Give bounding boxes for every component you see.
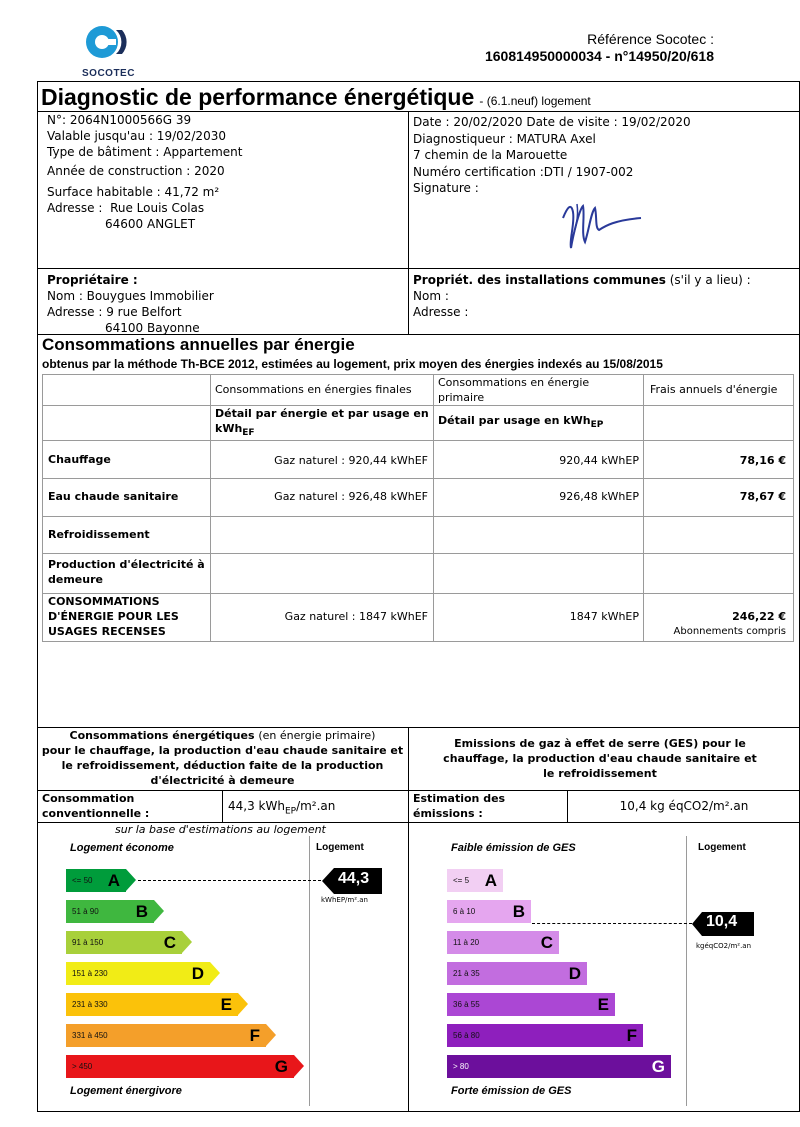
ges-bar-a <box>447 869 503 892</box>
ges-bar-e <box>447 993 615 1016</box>
row-ef-heating: Gaz naturel : 920,44 kWhEF <box>274 454 428 467</box>
ges-marker-unit: kgéqCO2/m².an <box>696 942 752 950</box>
bar-range: 51 à 90 <box>72 907 99 916</box>
bar-letter: B <box>135 901 148 921</box>
bar-letter: D <box>568 963 581 983</box>
ges-bar-g <box>447 1055 671 1078</box>
ges-bar-f <box>447 1024 643 1047</box>
row-label-hot-water: Eau chaude sanitaire <box>48 490 179 503</box>
info-right <box>413 114 793 197</box>
bar-arrow-tip <box>182 931 192 953</box>
ges-bar-c <box>447 931 559 954</box>
bar-letter: G <box>651 1056 665 1076</box>
ges-estimation-label: Estimation des émissions : <box>413 792 506 820</box>
owner-city: 64100 Bayonne <box>105 321 200 335</box>
consumption-title: Consommations annuelles par énergie <box>42 335 355 354</box>
consumption-subtitle: obtenus par la méthode Th-BCE 2012, estimées au logement, prix moyen des énergies indexés au 15/08/2015 <box>42 357 663 371</box>
energy-top-label: Logement économe <box>70 842 174 854</box>
row-label-heating: Chauffage <box>48 453 111 466</box>
ges-marker-value: 10,4 <box>706 913 738 930</box>
sub-primary-detail: Détail par usage en kWh$_{EP}$ <box>438 414 604 431</box>
row-cost-total: 246,22 € <box>732 610 786 623</box>
row-ef-total: Gaz naturel : 1847 kWhEF <box>284 610 428 623</box>
surface: Surface habitable : 41,72 m² <box>47 185 220 199</box>
basis-note: sur la base d'estimations au logement <box>115 823 326 836</box>
diagnostician: Diagnostiqueur : MATURA Axel <box>413 131 596 146</box>
energy-bar-g <box>66 1055 294 1078</box>
certification-number: Numéro certification :DTI / 1907-002 <box>413 164 634 179</box>
dpe-number: N°: 2064N1000566G 39 <box>47 113 192 127</box>
address-city: 64600 ANGLET <box>105 217 196 231</box>
bar-letter: A <box>484 870 497 890</box>
valid-until: Valable jusqu'au : 19/02/2030 <box>47 129 226 143</box>
bar-range: 11 à 20 <box>453 938 480 947</box>
bar-range: > 80 <box>453 1062 469 1071</box>
row-ep-total: 1847 kWhEP <box>569 610 639 623</box>
owner-block <box>47 272 214 336</box>
energy-bar-e <box>66 993 238 1016</box>
bar-arrow-tip <box>154 900 164 922</box>
energy-bar-b <box>66 900 154 923</box>
row-ef-hot-water: Gaz naturel : 926,48 kWhEF <box>274 490 428 503</box>
row-ep-heating: 920,44 kWhEP <box>559 454 639 467</box>
bar-letter: F <box>626 1025 637 1045</box>
ges-label-chart <box>410 836 799 1106</box>
bar-range: 331 à 450 <box>72 1031 108 1040</box>
energy-bar-a <box>66 869 126 892</box>
energy-bar-f <box>66 1024 266 1047</box>
bar-letter: D <box>191 963 204 983</box>
bar-range: 91 à 150 <box>72 938 104 947</box>
bar-letter: B <box>512 901 525 921</box>
visit-date: Date : 20/02/2020 Date de visite : 19/02/2020 <box>413 115 691 129</box>
ges-bar-d <box>447 962 587 985</box>
bar-letter: C <box>163 932 176 952</box>
bar-letter: A <box>107 870 120 890</box>
signature-image <box>555 190 645 255</box>
ges-logement-label: Logement <box>698 842 746 853</box>
col-annual-cost: Frais annuels d'énergie <box>650 383 778 396</box>
energy-header: Consommations énergétiques (en énergie primaire) pour le chauffage, la production d'eau chaude sanitaire et le refroidissement, déduction faite de la production d'électricité à demeure <box>41 729 404 787</box>
energy-bottom-label: Logement énergivore <box>70 1085 182 1097</box>
energy-marker <box>322 868 382 898</box>
ges-dotted-line <box>532 923 692 924</box>
owner-name: Nom : Bouygues Immobilier <box>47 289 214 303</box>
ges-estimation-value: 10,4 kg éqCO2/m².an <box>619 799 749 813</box>
construction-year: Année de construction : 2020 <box>47 164 225 178</box>
row-label-total: CONSOMMATIONS D'ÉNERGIE POUR LES USAGES RECENSES <box>48 595 179 638</box>
bar-range: 151 à 230 <box>72 969 108 978</box>
bar-range: 6 à 10 <box>453 907 476 916</box>
bar-arrow-tip <box>294 1055 304 1077</box>
row-cost-heating: 78,16 € <box>739 454 786 467</box>
common-owner-name: Nom : <box>413 289 449 303</box>
page-title: Diagnostic de performance énergétique - (6.1.neuf) logement <box>41 84 591 110</box>
bar-letter: E <box>220 994 232 1014</box>
energy-dotted-line <box>138 880 326 881</box>
row-cost-total-note: Abonnements compris <box>673 626 786 637</box>
bar-range: <= 50 <box>72 876 93 885</box>
conv-value: 44,3 kWh$_{EP}$/m².an <box>228 799 336 817</box>
address: Adresse : Rue Louis Colas <box>47 201 205 215</box>
bar-letter: C <box>540 932 553 952</box>
bar-range: 36 à 55 <box>453 1000 480 1009</box>
bar-range: > 450 <box>72 1062 93 1071</box>
socotec-logo <box>80 22 140 79</box>
common-owner-block <box>413 272 751 320</box>
bar-range: <= 5 <box>453 876 470 885</box>
energy-bar-c <box>66 931 182 954</box>
reference-label: Référence Socotec : <box>587 31 714 47</box>
ges-marker <box>692 912 754 940</box>
ges-bar-b <box>447 900 531 923</box>
owner-address: Adresse : 9 rue Belfort <box>47 305 182 319</box>
signature-label: Signature : <box>413 181 479 195</box>
ges-header: Emissions de gaz à effet de serre (GES) pour le chauffage, la production d'eau chaude sanitaire et le refroidissement <box>443 737 757 780</box>
energy-marker-value: 44,3 <box>338 870 370 887</box>
bar-letter: E <box>597 994 609 1014</box>
diagnostician-address: 7 chemin de la Marouette <box>413 148 568 162</box>
common-owner-title: Propriét. des installations communes (s'il y a lieu) : <box>413 273 751 287</box>
row-ep-hot-water: 926,48 kWhEP <box>559 490 639 503</box>
reference-value: 160814950000034 - n°14950/20/618 <box>484 48 714 64</box>
bar-letter: F <box>249 1025 260 1045</box>
ges-top-label: Faible émission de GES <box>451 842 576 854</box>
socotec-logo-icon <box>80 22 140 64</box>
bar-range: 56 à 80 <box>453 1031 480 1040</box>
logo-text: SOCOTEC <box>82 68 135 79</box>
bar-range: 231 à 330 <box>72 1000 108 1009</box>
bar-arrow-tip <box>126 869 136 891</box>
col-final-energy: Consommations en énergies finales <box>215 383 412 396</box>
bar-arrow-tip <box>238 993 248 1015</box>
ges-bottom-label: Forte émission de GES <box>451 1085 572 1097</box>
info-left <box>47 112 402 232</box>
row-label-electricity: Production d'électricité à demeure <box>48 558 205 586</box>
bar-range: 21 à 35 <box>453 969 480 978</box>
building-type: Type de bâtiment : Appartement <box>47 145 243 159</box>
energy-marker-unit: kWhEP/m².an <box>321 896 368 904</box>
col-primary-energy: Consommations en énergie primaire <box>438 376 590 404</box>
energy-logement-label: Logement <box>316 842 364 853</box>
conv-label: Consommation conventionnelle : <box>42 792 150 820</box>
bar-arrow-tip <box>210 962 220 984</box>
sub-final-detail: Détail par énergie et par usage en kWh$_{EF}$ <box>215 407 429 439</box>
common-owner-address: Adresse : <box>413 305 469 319</box>
energy-label-chart <box>40 836 405 1106</box>
bar-arrow-tip <box>266 1024 276 1046</box>
energy-bar-d <box>66 962 210 985</box>
owner-title: Propriétaire : <box>47 273 138 287</box>
row-label-cooling: Refroidissement <box>48 528 150 541</box>
bar-letter: G <box>274 1056 288 1076</box>
row-cost-hot-water: 78,67 € <box>739 490 786 503</box>
